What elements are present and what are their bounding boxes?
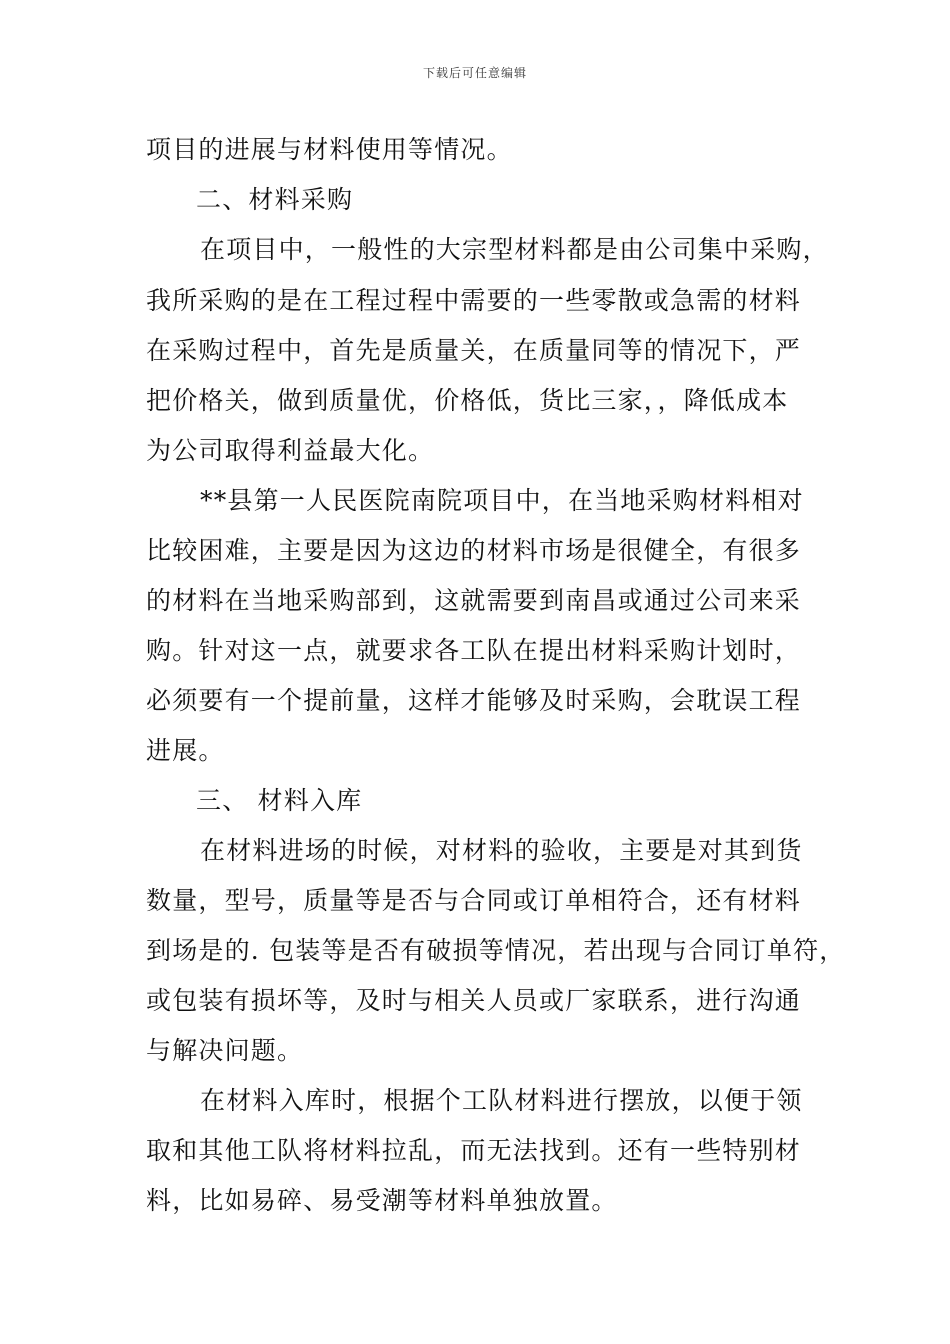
page-header: 下载后可任意编辑 [422, 66, 527, 80]
text-line: 把价格关，做到质量优，价格低，货比三家，，降低成本 [146, 386, 789, 415]
text-line: 比较困难，主要是因为这边的材料市场是很健全，有很多 [146, 536, 802, 565]
text-line: 在项目中，一般性的大宗型材料都是由公司集中采购， [200, 235, 829, 264]
text-line: 购。针对这一点，就要求各工队在提出材料采购计划时， [146, 636, 802, 665]
section-heading: 二、材料采购 [196, 185, 354, 214]
text-line: 到场是的. 包装等是否有破损等情况，若出现与合同订单符， [146, 936, 846, 965]
text-line: 在材料进场的时候，对材料的验收，主要是对其到货 [200, 836, 803, 865]
text-line: 为公司取得利益最大化。 [146, 436, 435, 465]
text-line: 项目的进展与材料使用等情况。 [146, 135, 513, 164]
text-line: 我所采购的是在工程过程中需要的一些零散或急需的材料 [146, 286, 802, 315]
text-line: 的材料在当地采购部到，这就需要到南昌或通过公司来采 [146, 586, 802, 615]
text-line: 或包装有损坏等，及时与相关人员或厂家联系，进行沟通 [146, 986, 802, 1015]
section-heading: 三、 材料入库 [196, 786, 363, 815]
text-line: 必须要有一个提前量，这样才能够及时采购，会耽误工程 [146, 686, 802, 715]
text-line: 在采购过程中，首先是质量关，在质量同等的情况下，严 [146, 336, 802, 365]
text-line: 进展。 [146, 736, 225, 765]
text-line: 料，比如易碎、易受潮等材料单独放置。 [146, 1186, 618, 1215]
text-line: 数量，型号，质量等是否与合同或订单相符合，还有材料 [146, 886, 802, 915]
text-line: **县第一人民医院南院项目中，在当地采购材料相对 [200, 486, 804, 515]
text-line: 取和其他工队将材料拉乱，而无法找到。还有一些特别材 [146, 1136, 802, 1165]
text-line: 在材料入库时，根据个工队材料进行摆放，以便于领 [200, 1086, 803, 1115]
text-line: 与解决问题。 [146, 1036, 304, 1065]
